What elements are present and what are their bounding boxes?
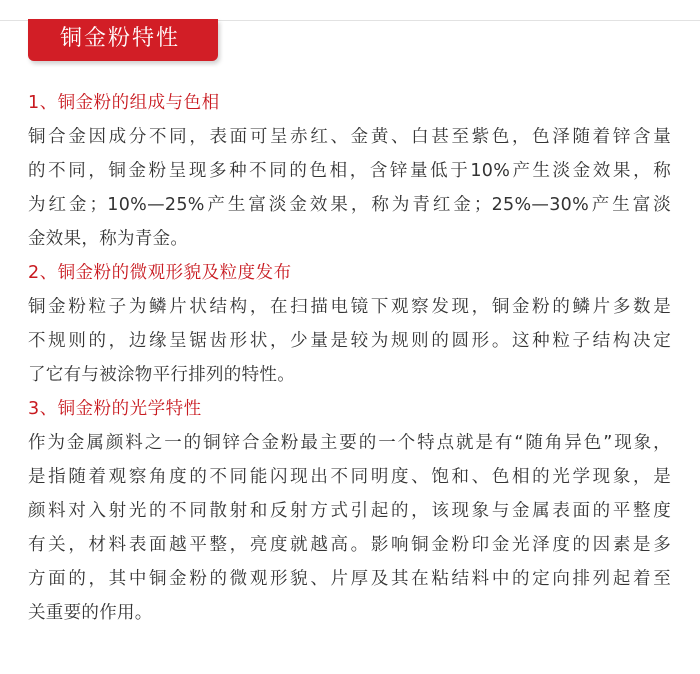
section-paragraph bbox=[28, 290, 671, 392]
section-heading: 2、铜金粉的微观形貌及粒度发布 bbox=[28, 263, 292, 283]
article-body bbox=[28, 88, 671, 632]
paragraph-line: 的不同，铜金粉呈现多种不同的色相，含锌量低于10%产生淡金效果，称 bbox=[28, 161, 671, 181]
paragraph-line: 方面的，其中铜金粉的微观形貌、片厚及其在粘结料中的定向排列起着至 bbox=[28, 569, 671, 589]
title-banner bbox=[28, 19, 218, 61]
section-heading: 3、铜金粉的光学特性 bbox=[28, 399, 202, 419]
paragraph-line: 作为金属颜料之一的铜锌合金粉最主要的一个特点就是有“随角异色”现象， bbox=[28, 433, 671, 453]
section-heading: 1、铜金粉的组成与色相 bbox=[28, 93, 220, 113]
paragraph-line: 不规则的，边缘呈锯齿形状，少量是较为规则的圆形。这种粒子结构决定 bbox=[28, 331, 671, 351]
paragraph-line: 颜料对入射光的不同散射和反射方式引起的，该现象与金属表面的平整度 bbox=[28, 501, 671, 521]
section-paragraph bbox=[28, 120, 671, 256]
top-divider bbox=[0, 0, 700, 21]
paragraph-line: 铜金粉粒子为鳞片状结构，在扫描电镜下观察发现，铜金粉的鳞片多数是 bbox=[28, 297, 671, 317]
section-morphology-and-particle-size bbox=[28, 258, 671, 392]
section-paragraph bbox=[28, 426, 671, 630]
paragraph-line: 有关，材料表面越平整，亮度就越高。影响铜金粉印金光泽度的因素是多 bbox=[28, 535, 671, 555]
paragraph-line: 关重要的作用。 bbox=[28, 603, 153, 623]
paragraph-line: 为红金；10%—25%产生富淡金效果，称为青红金；25%—30%产生富淡 bbox=[28, 195, 671, 215]
paragraph-line: 铜合金因成分不同，表面可呈赤红、金黄、白甚至紫色，色泽随着锌含量 bbox=[28, 127, 671, 147]
paragraph-line: 是指随着观察角度的不同能闪现出不同明度、饱和、色相的光学现象，是 bbox=[28, 467, 671, 487]
paragraph-line: 金效果，称为青金。 bbox=[28, 229, 189, 249]
paragraph-line: 了它有与被涂物平行排列的特性。 bbox=[28, 365, 295, 385]
section-composition-and-hue bbox=[28, 88, 671, 256]
section-optical-properties bbox=[28, 394, 671, 630]
page-title: 铜金粉特性 bbox=[60, 26, 181, 51]
